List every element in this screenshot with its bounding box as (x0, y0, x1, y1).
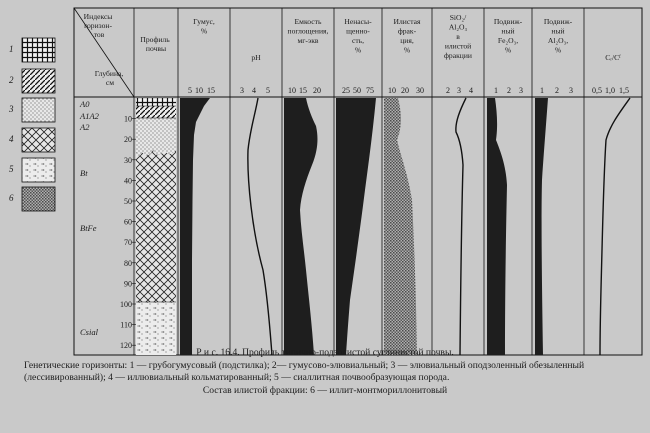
fe-header-line: % (504, 45, 512, 55)
legend (8, 38, 55, 211)
clay-header-line: ция, (400, 36, 414, 45)
horizon-label: Bt (80, 168, 88, 178)
clay-tick: 30 (416, 86, 424, 95)
sio2-header-line: фракции (444, 51, 472, 60)
layer-litter (136, 98, 176, 106)
horizon-label: A2 (80, 122, 90, 132)
legend-label-2: 2 (9, 75, 14, 85)
legend-swatch-6 (22, 187, 55, 211)
ph-tick: 5 (266, 86, 270, 95)
clay-header-line: % (403, 45, 411, 55)
al-tick: 3 (569, 86, 573, 95)
depth-label: 10 (124, 114, 132, 124)
depth-label: 20 (124, 135, 132, 145)
ph-tick: 4 (252, 86, 256, 95)
soil-profile-column (136, 98, 176, 355)
horizon-label: BtFe (80, 223, 97, 233)
legend-swatch-1 (22, 38, 55, 62)
ph-tick: 3 (240, 86, 244, 95)
depth-label: 70 (124, 238, 132, 248)
legend-label-4: 4 (9, 134, 14, 144)
cec-header-line: мг-экв (297, 36, 319, 45)
sio2-header-line: SiO₂/ (449, 13, 467, 22)
legend-label-3: 3 (9, 104, 14, 114)
sio2-tick: 4 (469, 86, 473, 95)
profile-header-line-2: почвы (145, 44, 167, 53)
al-tick: 1 (540, 86, 544, 95)
layer-eluvial (136, 118, 176, 156)
depth-header-line-1: Глубина, (94, 69, 124, 78)
depth-label: 50 (124, 197, 132, 206)
fe-header-line: Fe₂O₃, (497, 36, 519, 45)
cec-header-line: поглощения, (287, 26, 329, 36)
column-ticks (188, 86, 629, 95)
legend-swatch-4 (22, 128, 55, 152)
legend-label-6: 6 (9, 193, 14, 203)
cec-tick: 20 (313, 86, 321, 95)
legend-swatch-3 (22, 98, 55, 122)
unsat-header (344, 17, 372, 55)
al-tick: 2 (555, 86, 559, 95)
cec-header (288, 17, 329, 45)
humus-curve (180, 98, 210, 355)
depth-label: 80 (124, 258, 132, 268)
legend-swatch-5 (22, 158, 55, 182)
clay-header (394, 17, 421, 55)
al-curve (535, 98, 548, 355)
humus-header-line: Гумус, (193, 17, 215, 26)
cec-tick: 10 (288, 86, 296, 95)
humus-tick: 5 (188, 86, 192, 95)
sio2-tick: 3 (457, 86, 461, 95)
fe-tick: 2 (507, 86, 511, 95)
al-header (544, 17, 573, 55)
unsat-header-line: сть, (351, 36, 365, 45)
depth-label: 40 (124, 176, 132, 186)
sio2-header (444, 13, 472, 60)
unsat-tick: 25 (342, 86, 350, 95)
property-curves (180, 98, 630, 355)
horizon-labels (79, 99, 100, 337)
humus-header-line: % (200, 26, 208, 36)
unsaturation-curve (336, 98, 376, 355)
humus-header (193, 17, 215, 36)
caption-title: Р и с. 16.4. Профиль типично-подзолистой суглинистой почвы. (196, 347, 454, 358)
al-header-line: ный (551, 26, 565, 36)
crcf-curve (600, 98, 630, 355)
caption-line-2: Состав илистой фракции: 6 — иллит-монтмориллонитовый (202, 384, 448, 396)
column-headers (193, 13, 621, 62)
depth-label: 60 (124, 217, 132, 227)
depth-label: 120 (120, 341, 132, 351)
depth-header (95, 69, 125, 87)
horizon-index-line-3: тов (93, 30, 105, 39)
unsat-header-line: Ненасы- (344, 17, 372, 26)
sio2-tick: 2 (446, 86, 450, 95)
unsat-tick: 50 (353, 86, 361, 95)
horizon-index-line-2: горизон- (84, 21, 113, 30)
humus-tick: 15 (207, 86, 215, 95)
legend-label-1: 1 (9, 44, 14, 54)
unsat-tick: 75 (366, 86, 374, 95)
fe-header-line: ный (501, 26, 515, 36)
horizon-label: A1A2 (80, 111, 99, 121)
horizon-label: Csial (80, 327, 98, 337)
ph-header (251, 53, 261, 62)
depth-header-line-2: см (105, 78, 115, 87)
depth-label: 110 (120, 320, 132, 330)
al-header-line: % (554, 45, 562, 55)
profile-header (140, 35, 171, 53)
crcf-tick: 1,5 (619, 86, 629, 95)
crcf-header (605, 53, 621, 62)
clay-tick: 20 (401, 86, 409, 95)
profile-header-line-1: Профиль (140, 35, 170, 44)
crcf-header-line: Cᵣ/Cᶠ (605, 53, 621, 62)
horizon-index-line-1: Индексы (83, 12, 113, 21)
ph-header-line: pH (251, 53, 261, 62)
depth-label: 30 (124, 155, 132, 165)
horizon-label: A0 (80, 99, 90, 109)
unsat-header-line: % (354, 45, 362, 55)
sio2-header-line: Al₂O₃ (448, 22, 468, 32)
crcf-tick: 1,0 (605, 86, 615, 95)
sio2-header-line: илистой (444, 41, 472, 51)
cec-curve (284, 98, 317, 355)
legend-label-5: 5 (9, 164, 14, 174)
sio2-curve (456, 98, 466, 355)
horizon-index-header (84, 12, 115, 39)
fe-curve (487, 98, 507, 355)
crcf-tick: 0,5 (592, 86, 602, 95)
fe-header-line: Подвиж- (493, 17, 523, 26)
layer-humus-eluvial (136, 106, 176, 118)
fe-header (494, 17, 523, 55)
legend-swatch-2 (22, 69, 55, 93)
ph-curve (248, 98, 272, 355)
depth-label: 90 (124, 279, 132, 289)
depth-label: 100 (120, 300, 132, 309)
cec-tick: 15 (299, 86, 307, 95)
al-header-line: Подвиж- (543, 17, 573, 26)
figure-caption (0, 347, 650, 397)
unsat-header-line: щенно- (346, 26, 370, 36)
clay-tick: 10 (388, 86, 396, 95)
humus-tick: 10 (195, 86, 203, 95)
fe-tick: 3 (519, 86, 523, 95)
fe-tick: 1 (494, 86, 498, 95)
caption-line-1: Генетические горизонты: 1 — грубогумусовый (подстилка); 2— гумусово-элювиальный; 3 — элювиальный оподзоленный обезыленный (лессивированный); 4 — иллювиальный кольматированный; 5 — сиаллитная почвообразующая порода. (24, 359, 585, 384)
layer-illuvial (136, 150, 176, 302)
clay-header-line: Илистая (393, 17, 421, 26)
clay-fraction-curve (384, 98, 417, 355)
sio2-header-line: в (456, 32, 460, 41)
clay-header-line: фрак- (397, 26, 417, 36)
cec-header-line: Емкость (294, 17, 322, 26)
al-header-line: Al₂O₃, (547, 36, 569, 45)
